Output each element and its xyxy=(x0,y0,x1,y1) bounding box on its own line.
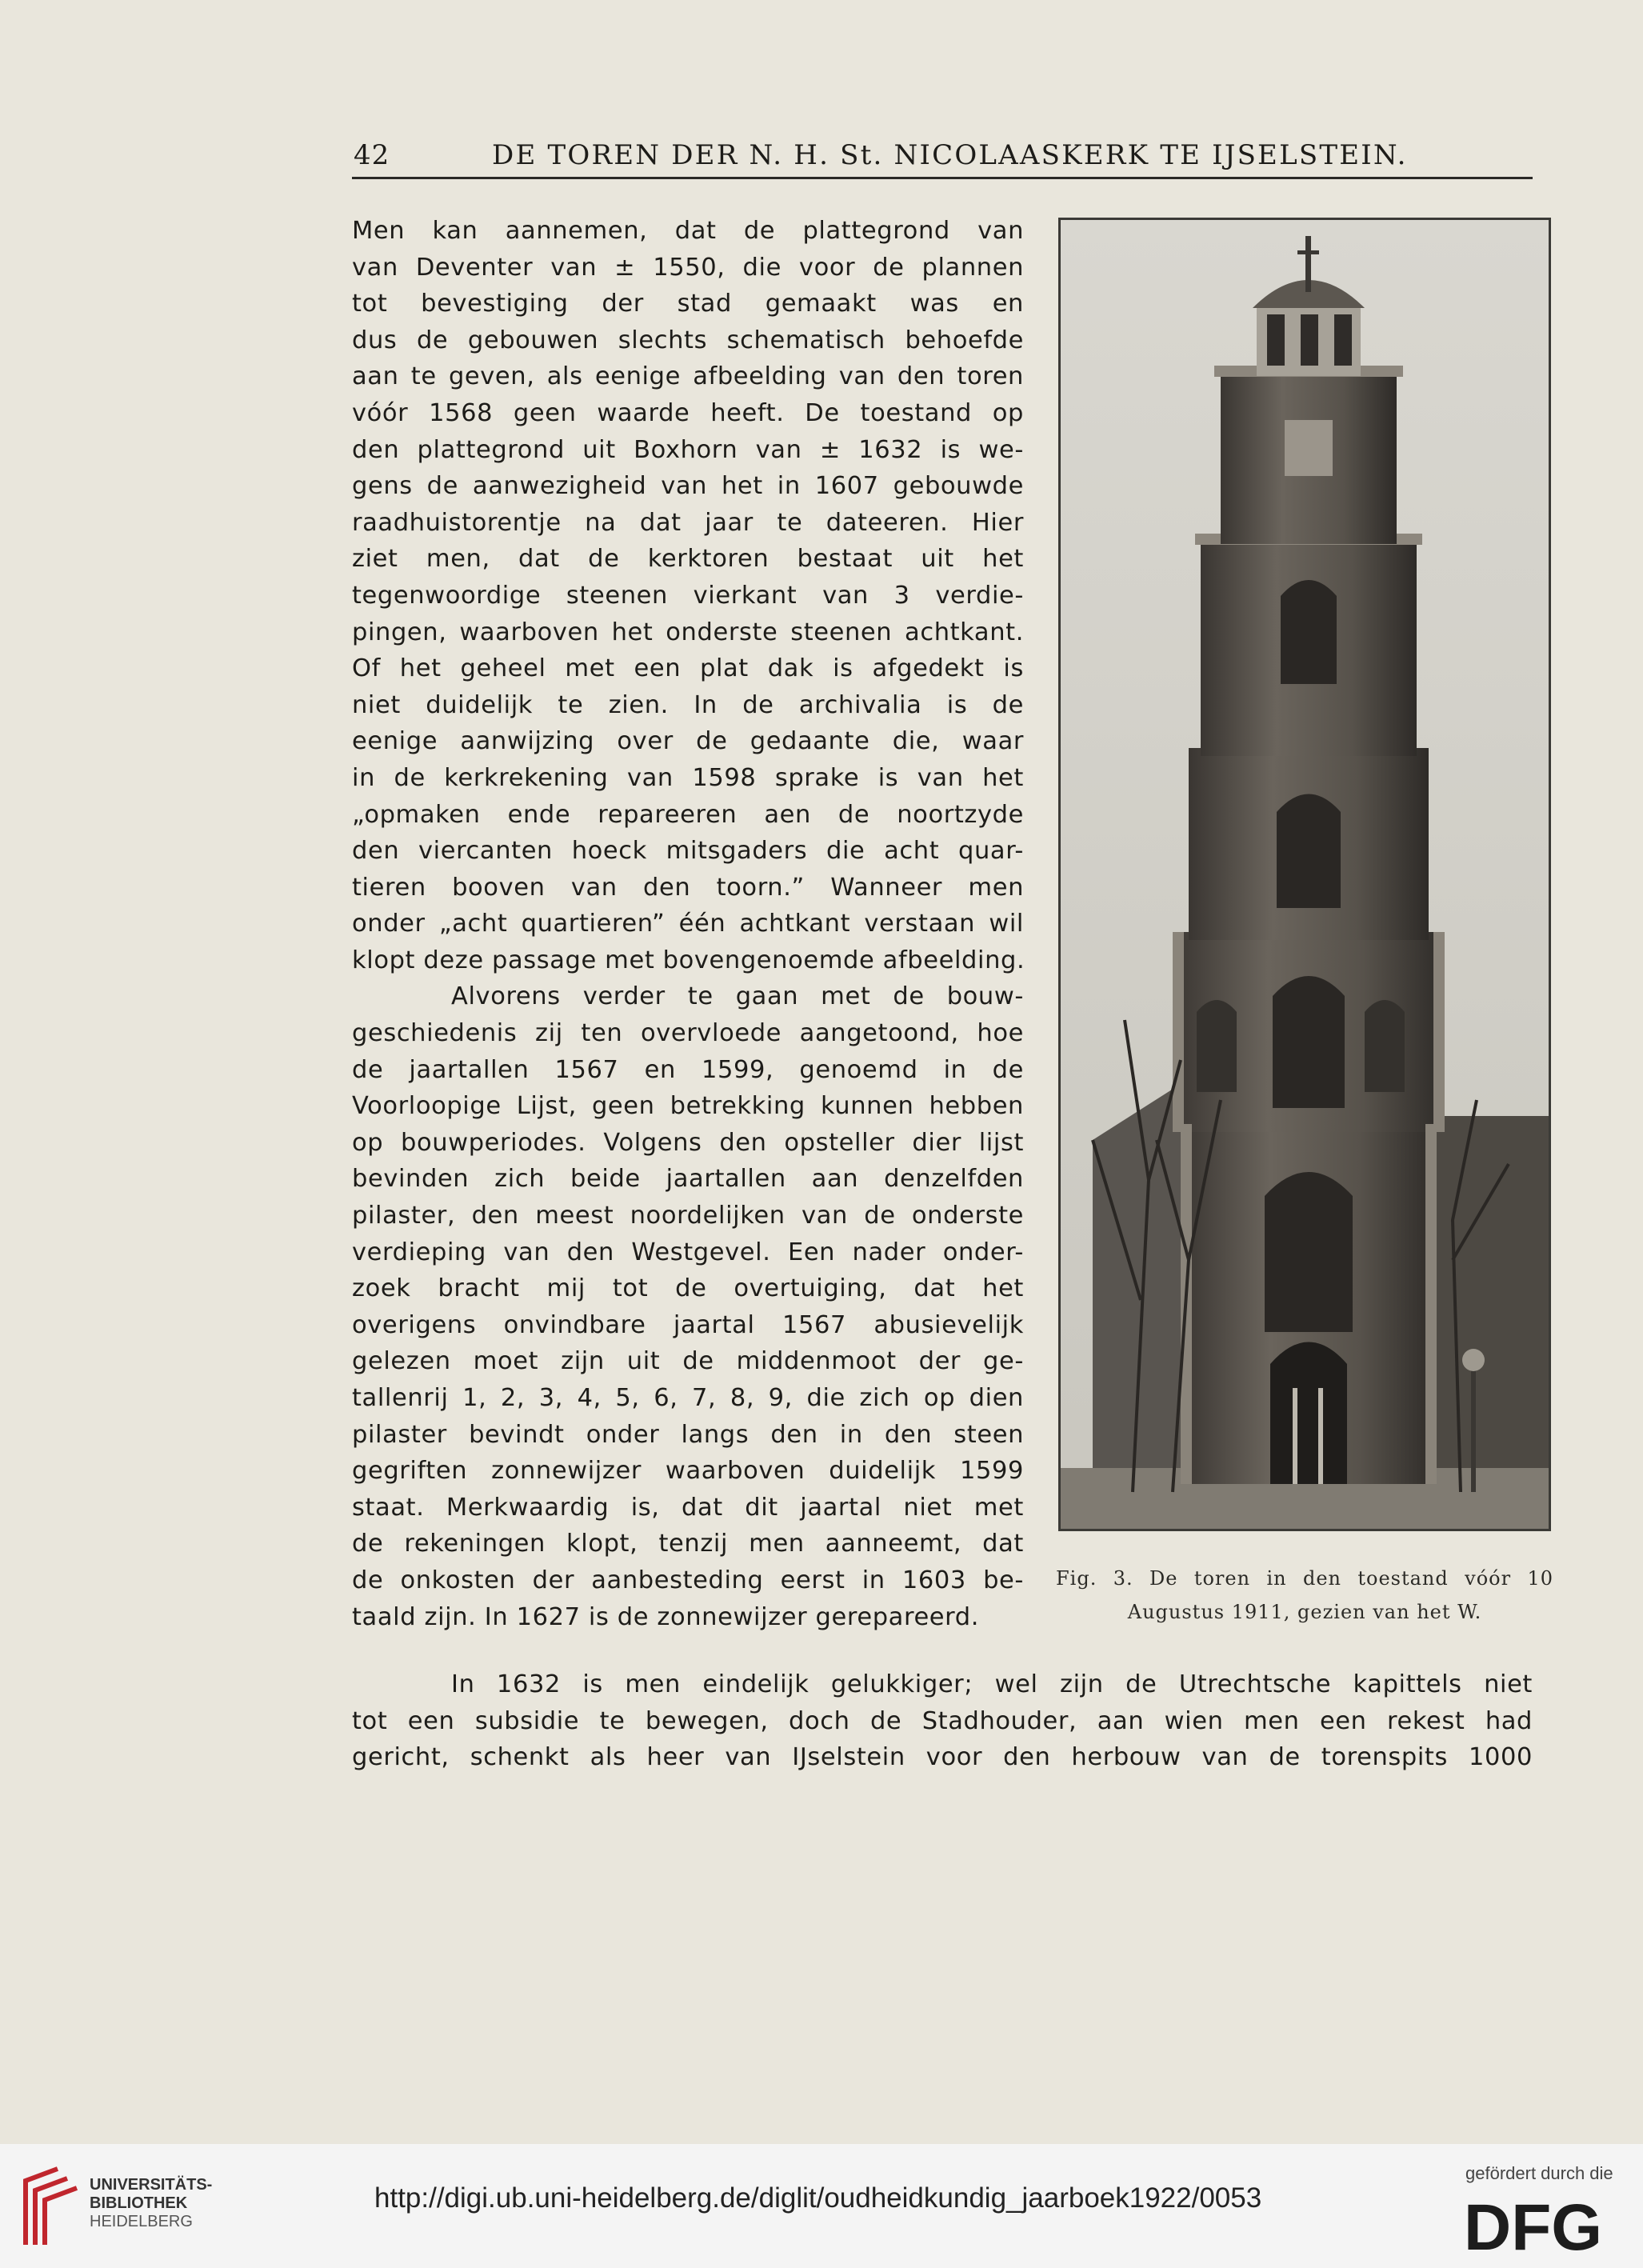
running-head xyxy=(352,133,1533,176)
text-line: gericht, schenkt als heer van IJselstein voor den herbouw van de torenspits 1000 xyxy=(352,1743,1533,1772)
text-line: vóór 1568 geen waarde heeft. De toestand op xyxy=(352,398,1024,427)
funder-label: gefördert durch die xyxy=(1465,2163,1613,2183)
dfg-logo-text: DFG xyxy=(1464,2194,1603,2254)
text-line: verdieping van den Westgevel. Een nader onder- xyxy=(352,1238,1024,1266)
text-line: klopt deze passage met bovengenoemde afbeelding. xyxy=(352,946,1025,974)
text-line: pilaster, den meest noordelijken van de onderste xyxy=(352,1202,1024,1230)
text-line: dus de gebouwen slechts schematisch behoefde xyxy=(352,326,1024,354)
tower-illustration xyxy=(1061,220,1549,1529)
text-line: Alvorens verder te gaan met de bouw- xyxy=(451,982,1024,1011)
text-line: zoek bracht mij tot de overtuiging, dat het xyxy=(352,1274,1024,1303)
text-line: Men kan aannemen, dat de plattegrond van xyxy=(352,217,1024,245)
text-line: onder „acht quartieren” één achtkant verstaan wil xyxy=(352,910,1024,938)
text-line: bevinden zich beide jaartallen aan denzelfden xyxy=(352,1165,1024,1194)
text-line: op bouwperiodes. Volgens den opsteller dier lijst xyxy=(352,1128,1024,1157)
text-line: pilaster bevindt onder langs den in den steen xyxy=(352,1420,1024,1449)
text-line: staat. Merkwaardig is, dat dit jaartal niet met xyxy=(352,1493,1024,1522)
text-line: tot bevestiging der stad gemaakt was en xyxy=(352,290,1024,318)
text-line: gegriften zonnewijzer waarboven duidelijk 1599 xyxy=(352,1457,1024,1486)
text-line: aan te geven, als eenige afbeelding van den toren xyxy=(352,362,1024,391)
text-line: in de kerkrekening van 1598 sprake is van het xyxy=(352,763,1024,792)
text-line: ziet men, dat de kerktoren bestaat uit het xyxy=(352,545,1024,574)
text-line: gelezen moet zijn uit de middenmoot der ge- xyxy=(352,1347,1024,1376)
text-line: Voorloopige Lijst, geen betrekking kunnen hebben xyxy=(352,1092,1024,1121)
text-line: de rekeningen klopt, tenzij men aanneemt, dat xyxy=(352,1530,1024,1558)
text-line: raadhuistorentje na dat jaar te dateeren. Hier xyxy=(352,508,1024,537)
tower-photograph xyxy=(1058,218,1551,1531)
text-line: Of het geheel met een plat dak is afgedekt is xyxy=(352,654,1024,683)
running-title: DE TOREN DER N. H. St. NICOLAASKERK TE IJSELSTEIN. xyxy=(492,139,1408,171)
body-text-full-width xyxy=(352,1666,1533,1776)
text-line: tegenwoordige steenen vierkant van 3 verdie- xyxy=(352,581,1024,610)
text-line: tot een subsidie te bewegen, doch de Stadhouder, aan wien men een rekest had xyxy=(352,1706,1533,1735)
university-library-logo-icon xyxy=(18,2165,82,2253)
header-rule xyxy=(352,177,1533,179)
dfg-logo-icon xyxy=(1464,2194,1624,2254)
source-url[interactable]: http://digi.ub.uni-heidelberg.de/diglit/oudheidkundig_jaarboek1922/0053 xyxy=(374,2182,1262,2214)
library-name: UNIVERSITÄTS- BIBLIOTHEK HEIDELBERG xyxy=(90,2176,213,2230)
text-line: van Deventer van ± 1550, die voor de plannen xyxy=(352,253,1024,282)
digitization-footer xyxy=(0,2144,1643,2268)
text-line: taald zijn. In 1627 is de zonnewijzer gerepareerd. xyxy=(352,1602,980,1631)
caption-line-2: Augustus 1911, gezien van het W. xyxy=(1127,1601,1482,1623)
text-line: „opmaken ende repareeren aen de noortzyde xyxy=(352,800,1024,829)
text-line: tieren booven van den toorn.” Wanneer men xyxy=(352,873,1024,902)
text-line: den viercanten hoeck mitsgaders die acht quar- xyxy=(352,837,1024,866)
caption-line-1: Fig. 3. De toren in den toestand vóór 10 xyxy=(1056,1567,1553,1590)
text-line: In 1632 is men eindelijk gelukkiger; wel zijn de Utrechtsche kapittels niet xyxy=(451,1670,1533,1698)
text-line: tallenrij 1, 2, 3, 4, 5, 6, 7, 8, 9, die zich op dien xyxy=(352,1384,1024,1412)
text-line: niet duidelijk te zien. In de archivalia is de xyxy=(352,690,1024,719)
text-line: eenige aanwijzing over de gedaante die, waar xyxy=(352,727,1024,756)
body-text-column xyxy=(352,213,1024,1635)
text-line: den plattegrond uit Boxhorn van ± 1632 is we- xyxy=(352,435,1024,464)
text-line: pingen, waarboven het onderste steenen achtkant. xyxy=(352,618,1024,646)
text-line: de onkosten der aanbesteding eerst in 1603 be- xyxy=(352,1566,1024,1594)
page-number: 42 xyxy=(354,139,390,171)
text-line: geschiedenis zij ten overvloede aangetoond, hoe xyxy=(352,1019,1024,1048)
text-line: gens de aanwezigheid van het in 1607 gebouwde xyxy=(352,472,1024,501)
text-line: overigens onvindbare jaartal 1567 abusievelijk xyxy=(352,1310,1024,1339)
figure-caption xyxy=(1056,1562,1553,1629)
text-line: de jaartallen 1567 en 1599, genoemd in de xyxy=(352,1055,1024,1084)
